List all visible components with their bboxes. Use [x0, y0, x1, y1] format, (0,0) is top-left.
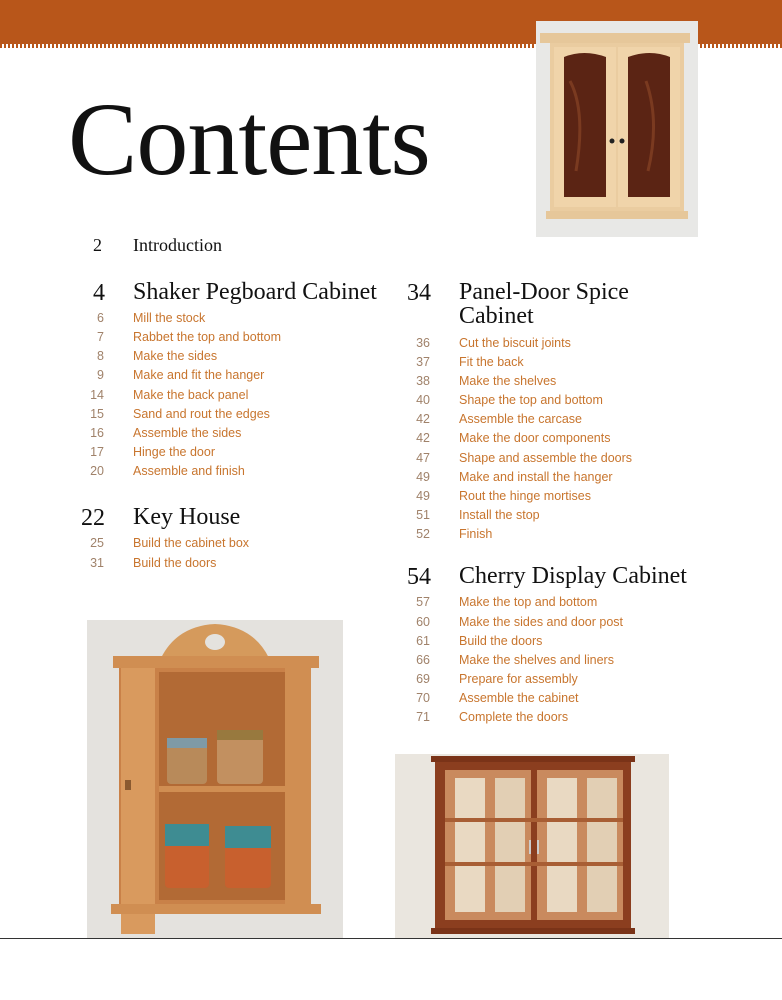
item-label: Rout the hinge mortises — [459, 489, 592, 503]
item-label: Build the cabinet box — [133, 536, 250, 550]
wall-cabinet-photo — [536, 21, 698, 237]
item-label: Shape the top and bottom — [459, 393, 603, 407]
item-label: Make the back panel — [133, 388, 249, 402]
item-page-number: 51 — [416, 508, 430, 522]
item-label: Mill the stock — [133, 311, 206, 325]
item-page-number: 70 — [416, 691, 430, 705]
item-page-number: 6 — [97, 311, 104, 325]
item-label: Assemble the sides — [133, 426, 242, 440]
display-cabinet-photo — [395, 754, 669, 938]
item-page-number: 15 — [90, 407, 104, 421]
item-page-number: 16 — [90, 426, 104, 440]
item-page-number: 31 — [90, 556, 104, 570]
item-page-number: 25 — [90, 536, 104, 550]
item-page-number: 61 — [416, 634, 430, 648]
item-label: Sand and rout the edges — [133, 407, 270, 421]
item-label: Build the doors — [459, 634, 543, 648]
item-label: Shape and assemble the doors — [459, 451, 633, 465]
intro-label: Introduction — [133, 235, 222, 255]
item-page-number: 57 — [416, 595, 430, 609]
item-label: Make the top and bottom — [459, 595, 598, 609]
item-label: Assemble the carcase — [459, 412, 582, 426]
item-label: Complete the doors — [459, 710, 569, 724]
intro-page-number: 2 — [93, 235, 102, 255]
item-label: Assemble and finish — [133, 464, 245, 478]
item-label: Cut the biscuit joints — [459, 336, 571, 350]
item-label: Install the stop — [459, 508, 540, 522]
section-page-number: 54 — [407, 564, 431, 590]
item-page-number: 47 — [416, 451, 430, 465]
item-page-number: 52 — [416, 527, 430, 541]
item-page-number: 71 — [416, 710, 430, 724]
item-label: Make the sides — [133, 349, 218, 363]
item-page-number: 14 — [90, 388, 104, 402]
item-label: Build the doors — [133, 556, 217, 570]
item-label: Assemble the cabinet — [459, 691, 579, 705]
item-label: Finish — [459, 527, 493, 541]
item-label: Make the shelves and liners — [459, 653, 614, 667]
section-page-number: 34 — [407, 280, 431, 306]
item-label: Make the door components — [459, 431, 611, 445]
item-label: Prepare for assembly — [459, 672, 578, 686]
item-page-number: 60 — [416, 615, 430, 629]
item-page-number: 42 — [416, 431, 430, 445]
item-page-number: 8 — [97, 349, 104, 363]
section-title: Shaker Pegboard Cabinet — [133, 279, 377, 305]
item-page-number: 38 — [416, 374, 430, 388]
item-page-number: 66 — [416, 653, 430, 667]
bottom-rule — [0, 938, 782, 939]
item-page-number: 40 — [416, 393, 430, 407]
section-page-number: 4 — [93, 280, 105, 306]
item-page-number: 42 — [416, 412, 430, 426]
item-page-number: 49 — [416, 470, 430, 484]
item-label: Fit the back — [459, 355, 524, 369]
section-title-line1: Panel-Door Spice — [459, 279, 629, 305]
item-page-number: 17 — [90, 445, 104, 459]
item-label: Rabbet the top and bottom — [133, 330, 282, 344]
item-page-number: 69 — [416, 672, 430, 686]
item-page-number: 37 — [416, 355, 430, 369]
item-label: Make the sides and door post — [459, 615, 623, 629]
item-label: Make and fit the hanger — [133, 368, 265, 382]
item-page-number: 7 — [97, 330, 104, 344]
item-label: Make and install the hanger — [459, 470, 613, 484]
page-title: Contents — [68, 82, 430, 197]
item-page-number: 49 — [416, 489, 430, 503]
section-page-number: 22 — [81, 505, 105, 531]
item-page-number: 9 — [97, 368, 104, 382]
item-label: Make the shelves — [459, 374, 557, 388]
section-title: Cherry Display Cabinet — [459, 563, 687, 589]
item-page-number: 20 — [90, 464, 104, 478]
section-title-line2: Cabinet — [459, 303, 534, 329]
key-house-photo — [87, 620, 343, 938]
section-title: Key House — [133, 504, 241, 530]
item-page-number: 36 — [416, 336, 430, 350]
item-label: Hinge the door — [133, 445, 216, 459]
